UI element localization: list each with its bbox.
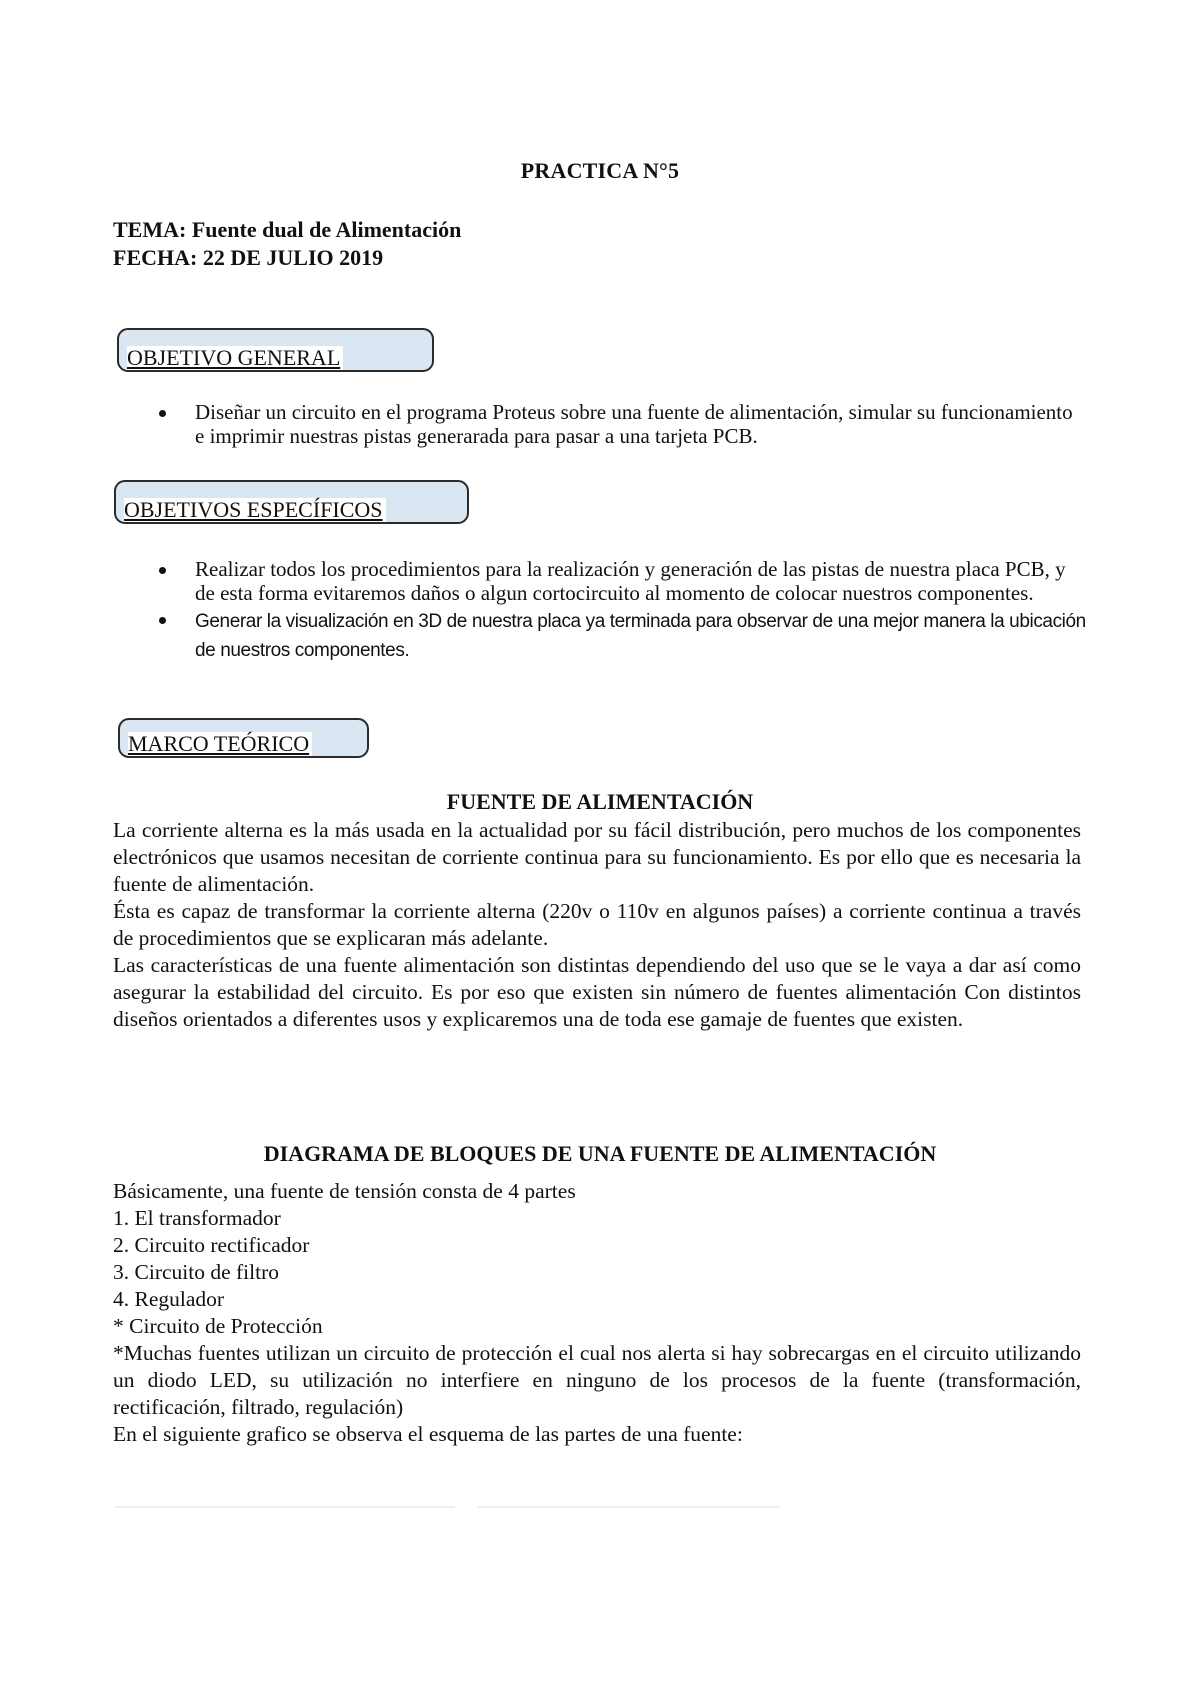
objetivo-general-heading: OBJETIVO GENERAL <box>127 346 343 370</box>
objetivo-general-list <box>151 400 1086 448</box>
marco-teorico-heading-box <box>118 718 369 758</box>
fuente-section-title: FUENTE DE ALIMENTACIÓN <box>446 789 754 814</box>
objetivo-general-heading-box <box>117 328 434 372</box>
list-item: 2. Circuito rectificador <box>113 1233 310 1257</box>
list-item: Diseñar un circuito en el programa Proteus sobre una fuente de alimentación, simular su funcionamiento e imprimir nuestras pistas generarada para pasar a una tarjeta PCB. <box>151 400 1086 448</box>
list-item: Generar la visualización en 3D de nuestra placa ya terminada para observar de una mejor manera la ubicación de nuestros componentes. <box>151 607 1086 665</box>
topic-line: TEMA: Fuente dual de Alimentación <box>113 217 462 242</box>
list-item: * Circuito de Protección <box>113 1314 323 1338</box>
objetivos-especificos-list <box>151 557 1086 665</box>
document-title: PRACTICA N°5 <box>520 158 680 183</box>
paragraph: Las características de una fuente alimentación son distintas dependiendo del uso que se le vaya a dar así como asegurar la estabilidad del circuito. Es por eso que existen sin número de fuentes alimentación Con distintos diseños orientados a diferentes usos y explicaremos una de toda ese gamaje de fuentes que existen. <box>113 953 1081 1031</box>
objetivos-especificos-heading: OBJETIVOS ESPECÍFICOS <box>124 498 386 522</box>
diagrama-section-title: DIAGRAMA DE BLOQUES DE UNA FUENTE DE ALIMENTACIÓN <box>263 1141 937 1166</box>
faint-divider <box>115 1506 455 1508</box>
paragraph: Ésta es capaz de transformar la corriente alterna (220v o 110v en algunos países) a corriente continua a través de procedimientos que se explicaran más adelante. <box>113 899 1081 950</box>
list-item: Realizar todos los procedimientos para la realización y generación de las pistas de nuestra placa PCB, y de esta forma evitaremos daños o algun cortocircuito al momento de colocar nuestros componentes. <box>151 557 1086 605</box>
faint-divider <box>478 1506 780 1508</box>
diagrama-body <box>113 1178 1081 1448</box>
diagrama-closing: En el siguiente grafico se observa el esquema de las partes de una fuente: <box>113 1422 743 1446</box>
objetivos-especificos-heading-box <box>114 480 469 524</box>
marco-teorico-heading: MARCO TEÓRICO <box>128 732 312 756</box>
document-meta <box>113 216 461 272</box>
diagrama-intro: Básicamente, una fuente de tensión consta de 4 partes <box>113 1179 576 1203</box>
paragraph: La corriente alterna es la más usada en la actualidad por su fácil distribución, pero muchos de los componentes electrónicos que usamos necesitan de corriente continua para su funcionamiento. Es por ello que es necesaria la fuente de alimentación. <box>113 818 1081 896</box>
date-line: FECHA: 22 DE JULIO 2019 <box>113 245 384 270</box>
list-item: 4. Regulador <box>113 1287 225 1311</box>
marco-teorico-body <box>113 817 1081 1033</box>
diagrama-note: *Muchas fuentes utilizan un circuito de protección el cual nos alerta si hay sobrecargas en el circuito utilizando un diodo LED, su utilización no interfiere en ninguno de los procesos de la fuente (transformación, rectificación, filtrado, regulación) <box>113 1341 1081 1419</box>
list-item: 3. Circuito de filtro <box>113 1260 279 1284</box>
list-item: 1. El transformador <box>113 1206 281 1230</box>
